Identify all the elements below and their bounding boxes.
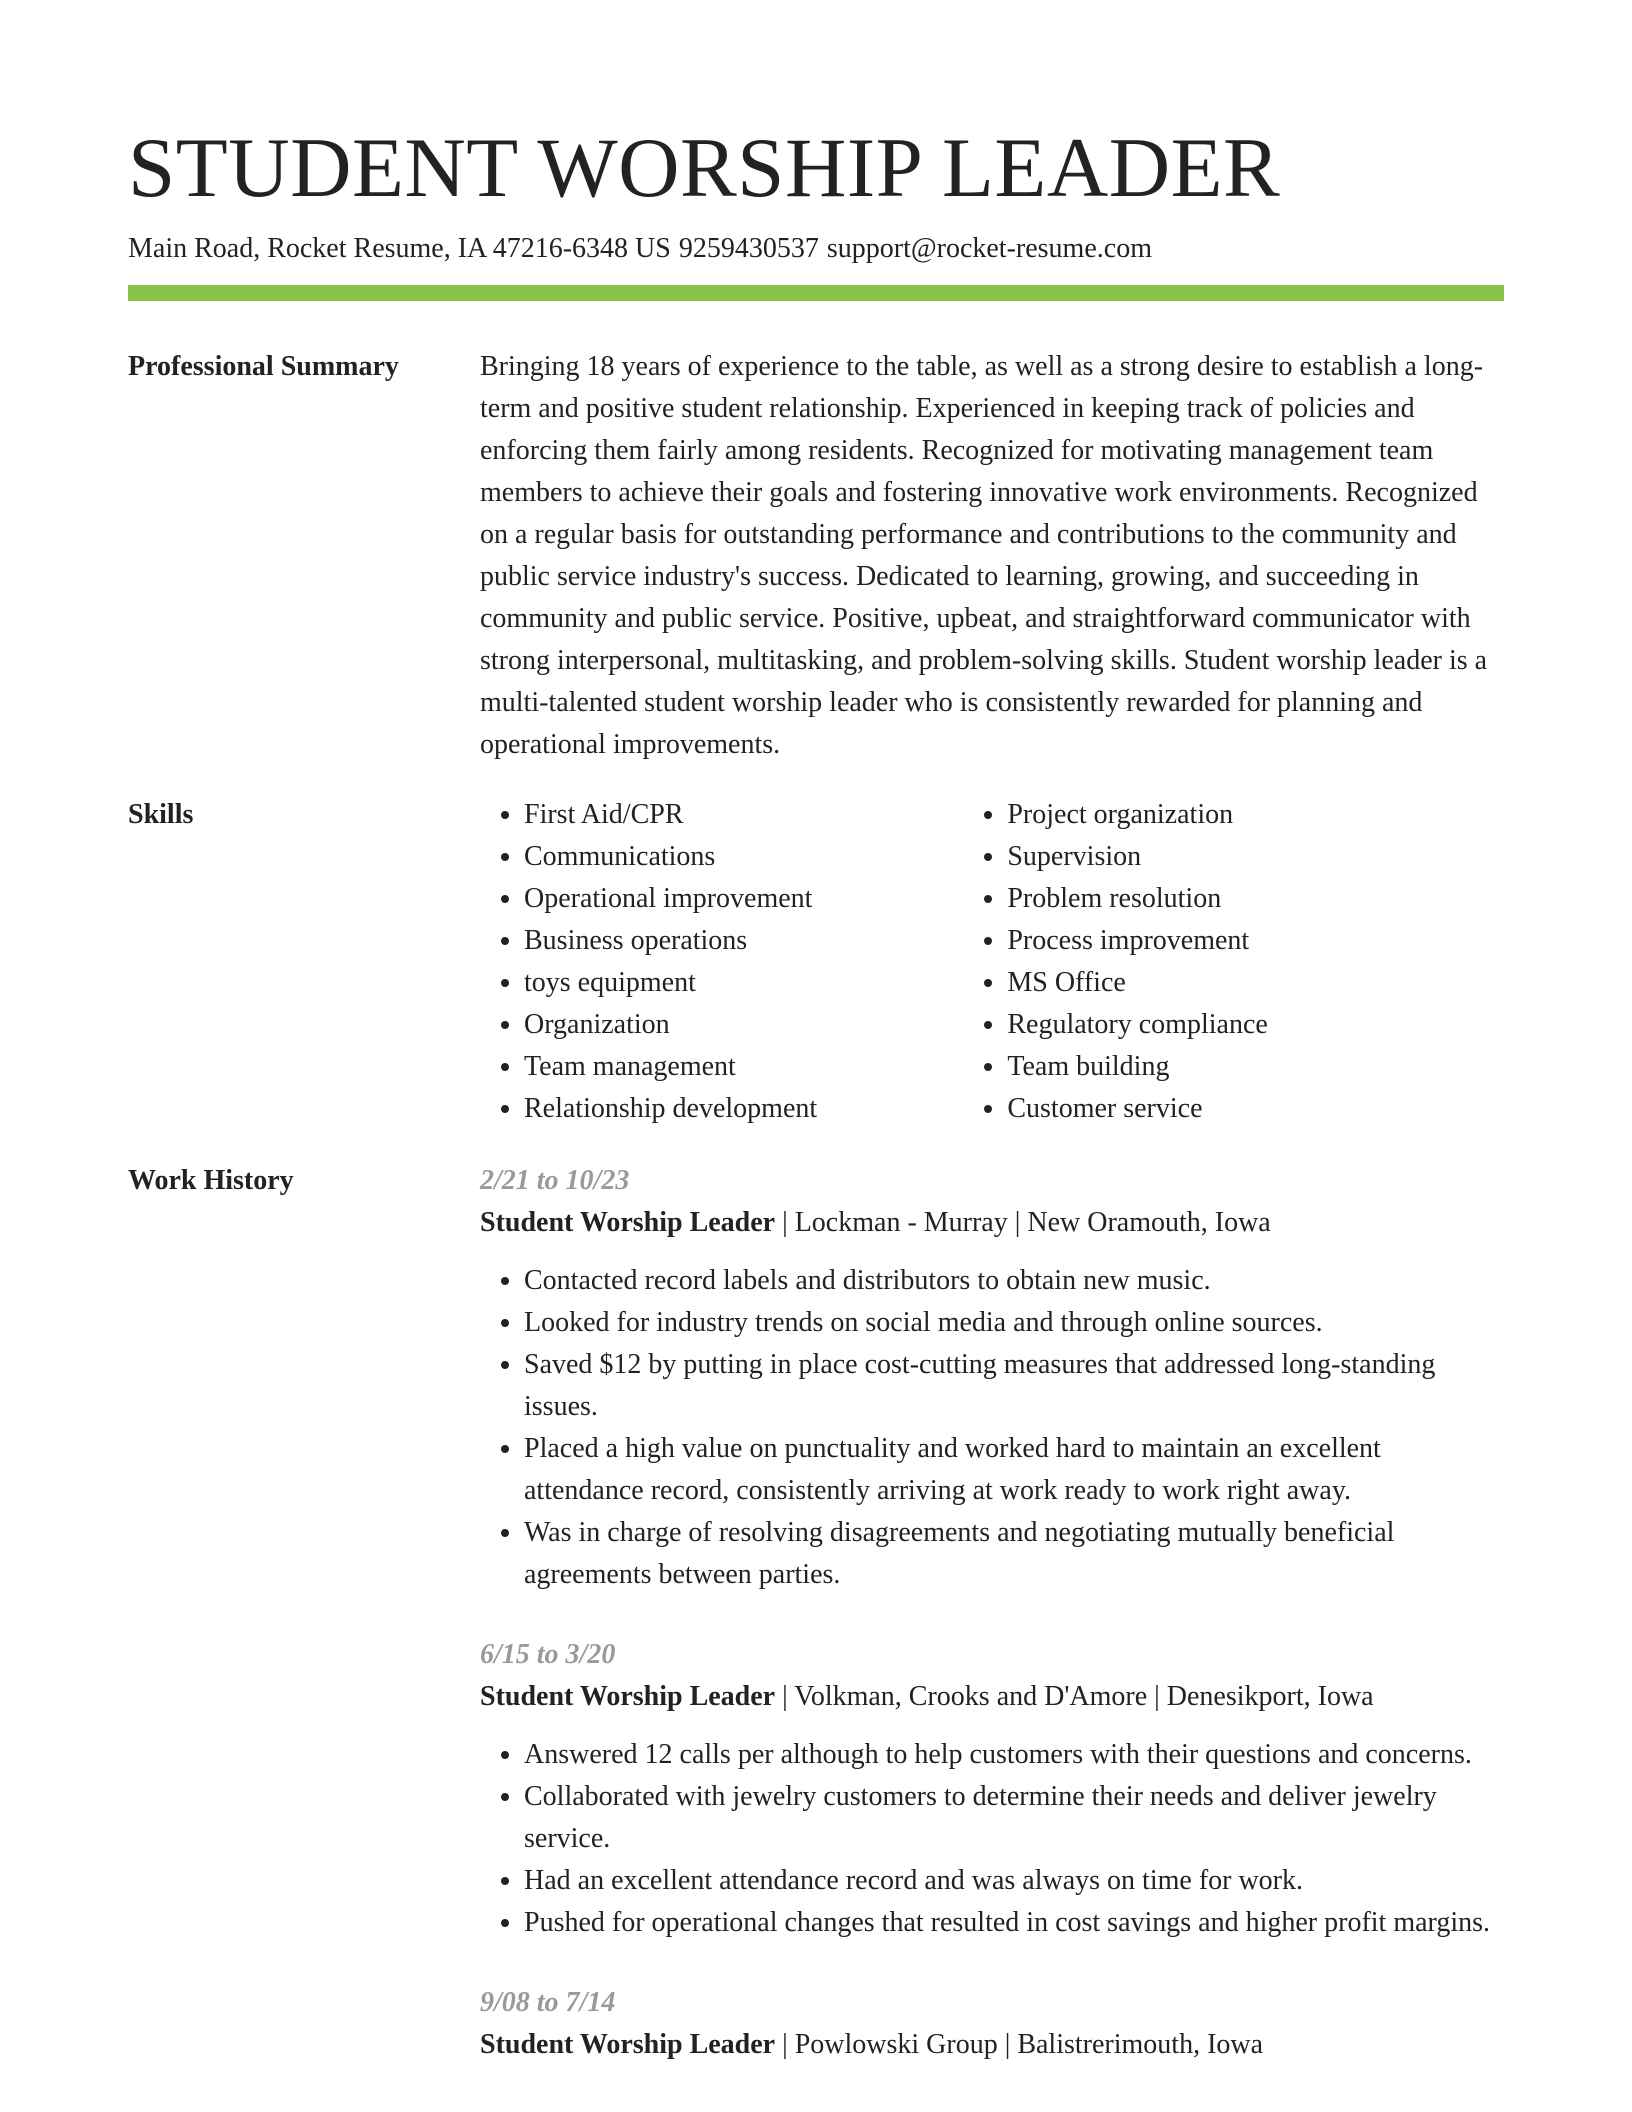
job-title-line: Student Worship Leader | Volkman, Crooks and D'Amore | Denesikport, Iowa — [480, 1681, 1374, 1712]
summary-section — [128, 346, 1504, 776]
skill-item: • Customer service — [1007, 1088, 1504, 1130]
job-title: Student Worship Leader — [480, 2029, 776, 2060]
job-dates: 2/21 to 10/23 — [480, 1165, 630, 1196]
skills-body — [480, 794, 1504, 1130]
skill-item: • toys equipment — [524, 962, 963, 1004]
skill-item: • Operational improvement — [524, 878, 963, 920]
resume-name: STUDENT WORSHIP LEADER — [128, 121, 1281, 215]
skills-list-right — [963, 794, 1504, 1130]
job-bullet: • Collaborated with jewelry customers to determine their needs and deliver jewelry service. — [524, 1776, 1504, 1860]
job-entry — [480, 1160, 1504, 1596]
skill-item: • Relationship development — [524, 1088, 963, 1130]
job-title-line: Student Worship Leader | Lockman - Murray | New Oramouth, Iowa — [480, 1207, 1271, 1238]
job-title: Student Worship Leader — [480, 1207, 776, 1238]
accent-divider — [128, 285, 1504, 301]
job-bullet: • Saved $12 by putting in place cost-cutting measures that addressed long-standing issues. — [524, 1344, 1504, 1428]
skills-section — [128, 794, 1504, 1134]
job-bullet: • Contacted record labels and distributors to obtain new music. — [524, 1260, 1504, 1302]
skill-item: • Problem resolution — [1007, 878, 1504, 920]
job-bullet: • Pushed for operational changes that resulted in cost savings and higher profit margins. — [524, 1902, 1504, 1944]
work-history-heading: Work History — [128, 1165, 294, 1196]
skill-item: • Communications — [524, 836, 963, 878]
skills-heading: Skills — [128, 799, 194, 830]
summary-text: Bringing 18 years of experience to the table, as well as a strong desire to establish a long-term and positive student relationship. Experienced in keeping track of policies and enforcing them fairly among residents. Recognized for motivating management team members to achieve their goals and fostering innovative work environments. Recognized on a regular basis for outstanding performance and contributions to the community and public service industry's success. Dedicated to learning, growing, and succeeding in community and public service. Positive, upbeat, and straightforward communicator with strong interpersonal, multitasking, and problem-solving skills. Student worship leader is a multi-talented student worship leader who is consistently rewarded for planning and operational improvements. — [480, 351, 1488, 760]
job-company: Lockman - Murray — [794, 1207, 1008, 1238]
work-history-section — [128, 1160, 1504, 2110]
contact-email[interactable]: support@rocket-resume.com — [826, 233, 1152, 264]
job-bullet: • Looked for industry trends on social media and through online sources. — [524, 1302, 1504, 1344]
job-dates: 6/15 to 3/20 — [480, 1639, 616, 1670]
work-history-body — [480, 1160, 1504, 2104]
contact-address: Main Road, Rocket Resume, IA 47216-6348 US — [128, 233, 671, 264]
job-bullet: • Placed a high value on punctuality and worked hard to maintain an excellent attendance record, consistently arriving at work ready to work right away. — [524, 1428, 1504, 1512]
skill-item: • Team management — [524, 1046, 963, 1088]
summary-body — [480, 346, 1504, 766]
job-bullet: • Had an excellent attendance record and was always on time for work. — [524, 1860, 1504, 1902]
job-title: Student Worship Leader — [480, 1681, 776, 1712]
job-entry — [480, 1982, 1504, 2066]
job-bullet: • Was in charge of resolving disagreements and negotiating mutually beneficial agreements between parties. — [524, 1512, 1504, 1596]
skill-item: • Project organization — [1007, 794, 1504, 836]
job-bullet: • Answered 12 calls per although to help customers with their questions and concerns. — [524, 1734, 1504, 1776]
skill-item: • First Aid/CPR — [524, 794, 963, 836]
skill-item: • Organization — [524, 1004, 963, 1046]
contact-phone: 9259430537 — [678, 233, 819, 264]
job-bullet-list — [480, 1260, 1504, 1596]
job-bullet-list — [480, 1734, 1504, 1944]
skill-item: • Regulatory compliance — [1007, 1004, 1504, 1046]
job-location: Denesikport, Iowa — [1166, 1681, 1374, 1712]
job-entry — [480, 1634, 1504, 1944]
contact-line — [128, 230, 1152, 268]
skills-list-left — [480, 794, 963, 1130]
job-company: Powlowski Group — [794, 2029, 998, 2060]
skill-item: • MS Office — [1007, 962, 1504, 1004]
job-location: Balistrerimouth, Iowa — [1017, 2029, 1264, 2060]
skill-item: • Process improvement — [1007, 920, 1504, 962]
job-dates: 9/08 to 7/14 — [480, 1987, 616, 2018]
job-company: Volkman, Crooks and D'Amore — [794, 1681, 1148, 1712]
summary-heading: Professional Summary — [128, 351, 399, 382]
job-location: New Oramouth, Iowa — [1027, 1207, 1271, 1238]
skills-grid — [480, 794, 1504, 1130]
job-title-line: Student Worship Leader | Powlowski Group | Balistrerimouth, Iowa — [480, 2029, 1264, 2060]
skill-item: • Business operations — [524, 920, 963, 962]
skill-item: • Supervision — [1007, 836, 1504, 878]
skill-item: • Team building — [1007, 1046, 1504, 1088]
